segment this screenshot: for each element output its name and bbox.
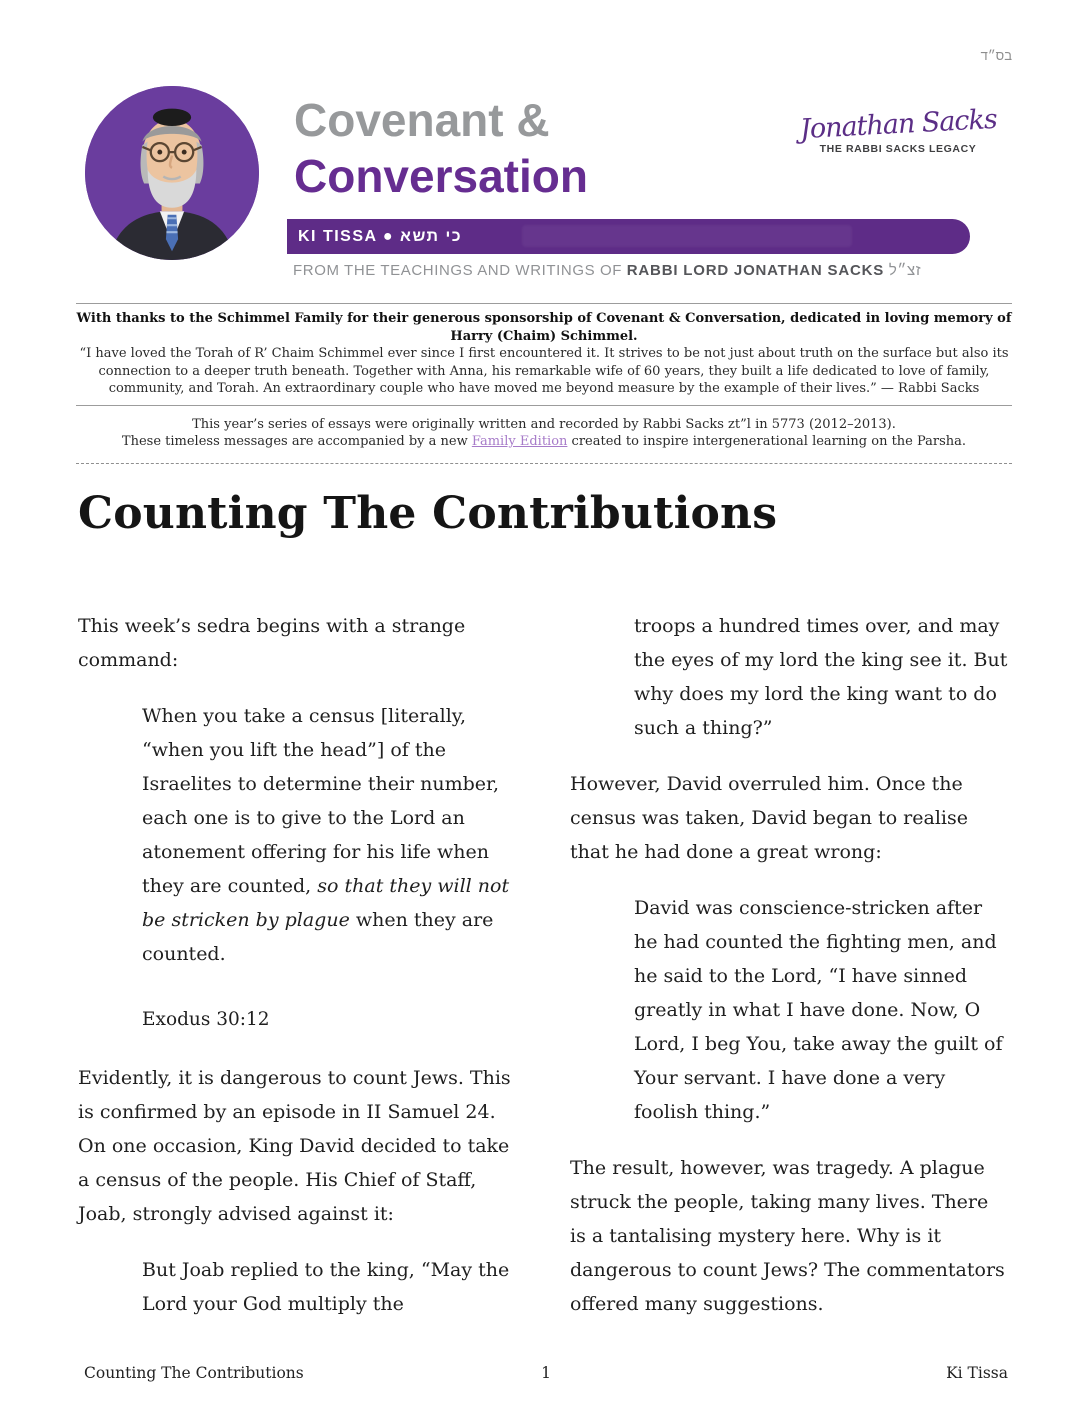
quote-joab-continued: troops a hundred times over, and may the eyes of my lord the king see it. But why does my lord the king want to do such a thing?” bbox=[634, 614, 1008, 739]
covenant-conversation-wordmark bbox=[294, 92, 588, 204]
quote-exodus-part1: When you take a census [literally, “when you lift the head”] of the Israelites to determine their number, each one is to give to the Lord an atonement offering for his life when they are counted, bbox=[142, 704, 500, 897]
quote-exodus-italic: so that they will not be stricken by plague bbox=[142, 874, 510, 931]
divider-bottom bbox=[76, 463, 1012, 464]
dedication-block bbox=[62, 310, 1026, 398]
citation-exodus: Exodus 30:12 bbox=[142, 1008, 270, 1030]
banner-ghost-text bbox=[522, 225, 852, 247]
wordmark-line1: Covenant & bbox=[294, 94, 550, 146]
header-tagline bbox=[293, 262, 921, 279]
paragraph-evidently: Evidently, it is dangerous to count Jews. This is confirmed by an episode in II Samuel 24. On one occasion, King David decided to take a census of the people. His Chief of Staff, Joab, strongly advised against it: bbox=[78, 1066, 511, 1225]
series-note-line2-before: These timeless messages are accompanied by a new bbox=[121, 434, 472, 449]
footer-title: Counting The Contributions bbox=[84, 1364, 304, 1382]
quote-joab-start: But Joab replied to the king, “May the Lord your God multiply the bbox=[142, 1258, 510, 1315]
paragraph-david-overruled: However, David overruled him. Once the census was taken, David began to realise that he had done a great wrong: bbox=[570, 772, 968, 863]
rabbi-sacks-legacy-logo bbox=[798, 103, 998, 155]
tagline-prefix: FROM THE TEACHINGS AND WRITINGS OF bbox=[293, 262, 627, 279]
article-body bbox=[78, 609, 1010, 1343]
quote-exodus-part2: when they are counted. bbox=[142, 908, 494, 965]
dedication-heading: With thanks to the Schimmel Family for their generous sponsorship of Covenant & Conversation, dedicated in loving memory of Harry (Chaim) Schimmel. bbox=[76, 311, 1012, 344]
series-note-line2-after: created to inspire intergenerational learning on the Parsha. bbox=[567, 434, 967, 449]
tagline-author-name: RABBI LORD JONATHAN SACKS bbox=[626, 262, 885, 279]
wordmark-line2: Conversation bbox=[294, 150, 588, 202]
legacy-caption: THE RABBI SACKS LEGACY bbox=[819, 143, 977, 155]
family-edition-link[interactable]: Family Edition bbox=[471, 434, 568, 449]
rabbi-sacks-portrait bbox=[85, 86, 259, 260]
parsha-banner bbox=[287, 219, 970, 254]
page-footer bbox=[84, 1364, 1008, 1382]
series-note bbox=[70, 416, 1018, 451]
footer-page-number: 1 bbox=[541, 1364, 551, 1382]
portrait-illustration bbox=[85, 86, 259, 260]
quote-david-conscience: David was conscience-stricken after he had counted the fighting men, and he said to the Lord, “I have sinned greatly in what I have done. Now, O Lord, I beg You, take away the guilt of Your servant. I have done a very foolish thing.” bbox=[634, 896, 1003, 1123]
series-note-line2 bbox=[70, 433, 1018, 451]
footer-parsha: Ki Tissa bbox=[946, 1364, 1008, 1382]
parsha-banner-label: KI TISSA ● כי תשא bbox=[298, 227, 463, 245]
quote-exodus bbox=[142, 699, 518, 971]
dedication-quote: “I have loved the Torah of R’ Chaim Schimmel ever since I first encountered it. It strives to be not just about truth on the surface but also its connection to a deeper truth beneath. Together with Anna, his remarkable wife of 60 years, they built a life dedicated to love of family, community, and Torah. An extraordinary couple who have moved me beyond measure by the example of their lives.” — Rabbi Sacks bbox=[79, 346, 1009, 396]
paragraph-result-tragedy: The result, however, was tragedy. A plague struck the people, taking many lives. There is a tantalising mystery here. Why is it dangerous to count Jews? The commentators offered many suggestions. bbox=[570, 1156, 1005, 1315]
paragraph-intro: This week’s sedra begins with a strange command: bbox=[78, 614, 466, 671]
divider-middle bbox=[76, 405, 1012, 406]
signature-text: Jonathan Sacks bbox=[798, 103, 998, 146]
bsd-mark: בס״ד bbox=[980, 48, 1012, 63]
article-title: Counting The Contributions bbox=[78, 487, 778, 539]
right-column bbox=[570, 609, 1010, 1343]
tagline-suffix: זצ״ל bbox=[884, 262, 922, 279]
series-note-line1: This year’s series of essays were originally written and recorded by Rabbi Sacks zt”l in 5773 (2012–2013). bbox=[192, 416, 896, 432]
left-column bbox=[78, 609, 518, 1343]
divider-top bbox=[76, 303, 1012, 304]
